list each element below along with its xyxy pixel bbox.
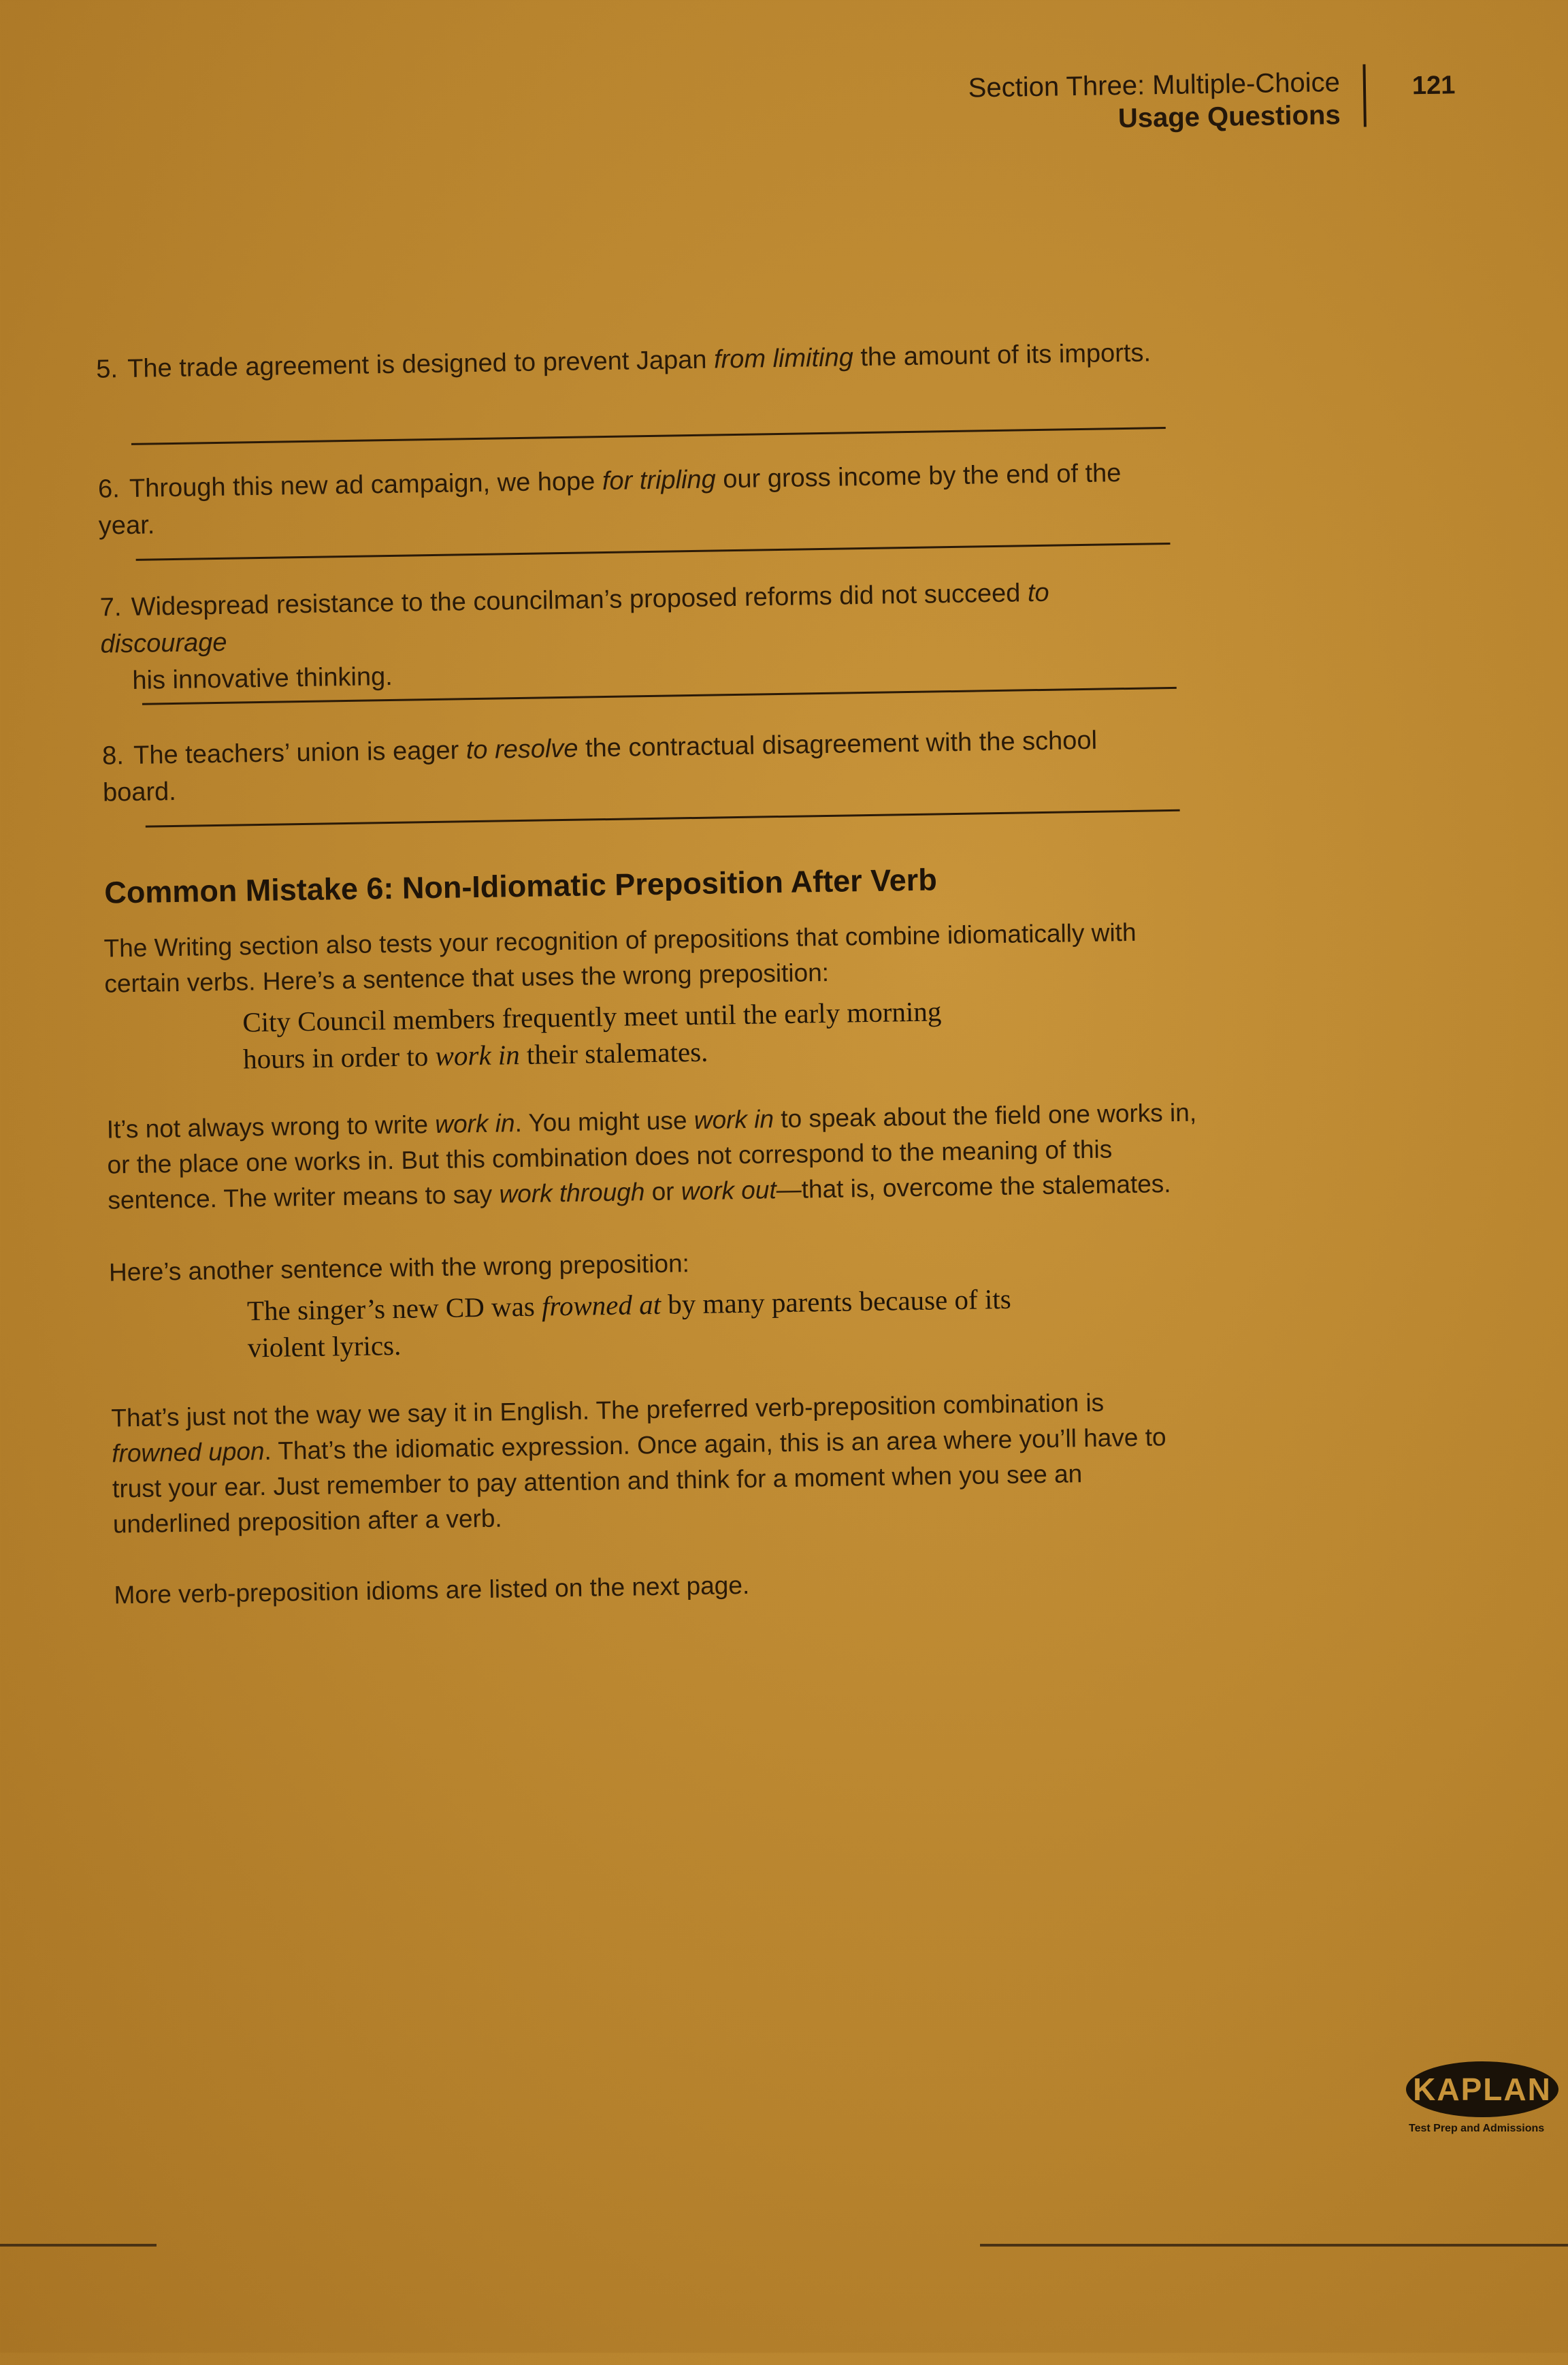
example-italic: work in <box>435 1039 521 1072</box>
question-number: 7. <box>99 593 122 622</box>
question-text: his innovative thinking. <box>132 662 393 695</box>
footer-rule <box>0 2244 157 2247</box>
transition-paragraph: Here’s another sentence with the wrong preposition: <box>108 1249 690 1287</box>
intro-paragraph: The Writing section also tests your recognition of prepositions that combine idiomatically with certain verbs. Here’s a sentence that uses the wrong preposition: <box>103 918 1137 998</box>
answer-line[interactable] <box>136 543 1171 561</box>
question-text: the contractual disagreement with the school board. <box>102 726 1098 807</box>
italic-phrase: work out <box>681 1176 777 1206</box>
text: to speak about the field one works in, or the place one works in. But this combination does not correspond to the meaning of this sentence. The writer means to say <box>107 1098 1197 1214</box>
question-5 <box>96 334 1158 387</box>
question-underlined-phrase: for tripling <box>602 465 717 496</box>
italic-phrase: work in <box>434 1109 515 1139</box>
question-text: Through this new ad campaign, we hope <box>129 467 603 503</box>
kaplan-logo: KAPLAN <box>1406 2061 1558 2117</box>
answer-line[interactable] <box>131 427 1166 445</box>
closing-paragraph: More verb-preposition idioms are listed on the next page. <box>114 1571 750 1609</box>
example-text: by many parents because of its violent lyrics. <box>247 1283 1011 1364</box>
example-line: City Council members frequently meet until the early morning <box>242 995 942 1038</box>
logo-tagline: Test Prep and Admissions <box>1409 2123 1545 2134</box>
question-6 <box>98 454 1161 544</box>
text: . You might use <box>514 1106 695 1138</box>
text: It’s not always wrong to write <box>106 1110 436 1144</box>
question-8 <box>102 721 1165 811</box>
example-italic: frowned at <box>541 1288 662 1322</box>
footer-rule <box>980 2244 1082 2247</box>
question-number: 6. <box>97 474 120 504</box>
question-number: 5. <box>95 355 118 384</box>
example-text: The singer’s new CD was <box>246 1290 542 1327</box>
question-text: Widespread resistance to the councilman’s proposed reforms did not succeed <box>131 579 1028 622</box>
page-number: 121 <box>1411 71 1456 101</box>
header-section-line2: Usage Questions <box>1117 99 1341 134</box>
example-sentence-1 <box>242 990 1128 1077</box>
explanation-paragraph-2 <box>111 1384 1175 1542</box>
question-text: the amount of its imports. <box>853 338 1152 372</box>
footer-rule <box>1082 2244 1568 2247</box>
section-heading: Common Mistake 6: Non-Idiomatic Preposition After Verb <box>103 862 938 910</box>
text: —that is, overcome the stalemates. <box>776 1170 1171 1204</box>
answer-line[interactable] <box>146 809 1180 828</box>
example-sentence-2 <box>247 1279 1092 1366</box>
running-header <box>968 66 1341 138</box>
example-text: hours in order to <box>242 1040 436 1075</box>
question-7 <box>99 573 1162 699</box>
question-number: 8. <box>101 741 125 771</box>
text: or <box>644 1177 682 1206</box>
explanation-paragraph <box>106 1095 1210 1218</box>
italic-phrase: work in <box>693 1105 774 1135</box>
header-divider <box>1362 64 1366 127</box>
italic-phrase: frowned upon <box>111 1437 265 1468</box>
italic-phrase: work through <box>499 1178 645 1208</box>
question-underlined-phrase: from limiting <box>713 343 854 374</box>
text: . That’s the idiomatic expression. Once again, this is an area where you’ll have to trust your ear. Just remember to pay attention and think for a moment when you see an underlined preposition after a verb. <box>112 1423 1166 1539</box>
header-section-line1: Section Three: Multiple-Choice <box>968 67 1341 103</box>
question-underlined-phrase: to resolve <box>466 734 578 765</box>
example-text: their stalemates. <box>519 1035 708 1071</box>
question-text: The trade agreement is designed to prevent Japan <box>127 345 715 384</box>
text: That’s just not the way we say it in English. The preferred verb-preposition combination is <box>111 1388 1105 1432</box>
question-text: The teachers’ union is eager <box>133 736 467 770</box>
question-underlined-phrase: to discourage <box>100 578 1049 659</box>
question-text: our gross income by the end of the year. <box>98 459 1122 541</box>
